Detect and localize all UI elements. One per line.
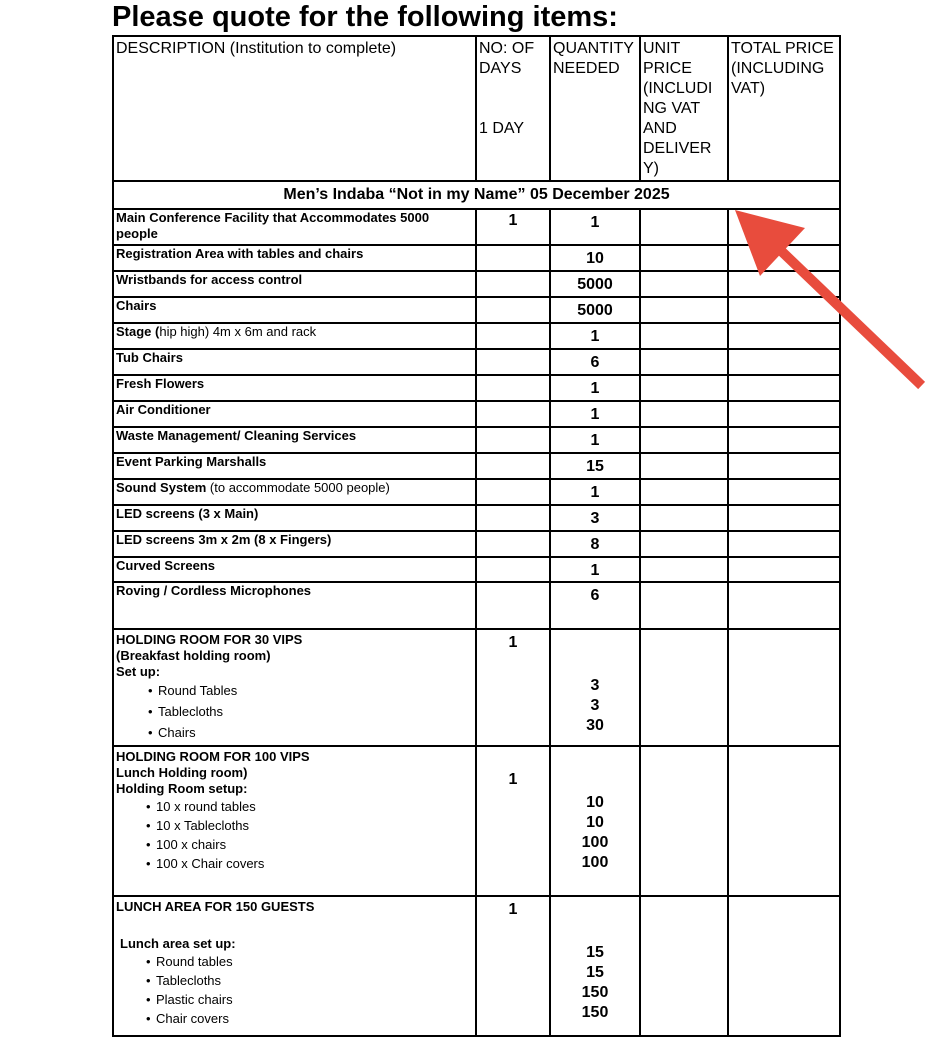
item-name: Main Conference Facility that Accommodates 5000 people (116, 210, 430, 241)
item-name: Registration Area with tables and chairs (116, 246, 364, 261)
item-quantity: 6 (550, 582, 640, 629)
item-quantity: 5000 (550, 297, 640, 323)
item-detail: hip high) 4m x 6m and rack (159, 324, 317, 339)
bullet-item: • Plastic chairs (146, 990, 473, 1009)
item-name: Stage ( (116, 324, 160, 339)
item-name: Wristbands for access control (116, 272, 303, 287)
bullet-item: • 10 x round tables (146, 797, 473, 816)
item-quantity: 15 (586, 944, 604, 961)
item-name: Fresh Flowers (116, 376, 205, 391)
item-quantity: 30 (586, 717, 604, 734)
header-quantity: QUANTITY NEEDED (550, 36, 640, 181)
item-quantity: 1 (550, 401, 640, 427)
group-heading: Set up: (116, 664, 161, 679)
item-quantity: 1 (550, 375, 640, 401)
item-quantity: 100 (581, 854, 609, 871)
bullet-item: • Chairs (148, 722, 473, 743)
item-quantity: 10 (550, 245, 640, 271)
bullet-item: • Chair covers (146, 1009, 473, 1028)
item-name: Air Conditioner (116, 402, 211, 417)
item-days: 1 (476, 746, 550, 896)
item-quantity: 6 (550, 349, 640, 375)
header-days-label: NO: OF DAYS (479, 40, 535, 77)
item-name: Curved Screens (116, 558, 215, 573)
group-heading: HOLDING ROOM FOR 30 VIPS (116, 632, 303, 647)
item-quantity: 1 (550, 427, 640, 453)
item-days: 1 (476, 629, 550, 746)
group-heading: Lunch Holding room) (116, 765, 248, 780)
item-name: LED screens 3m x 2m (8 x Fingers) (116, 532, 332, 547)
item-quantity: 8 (550, 531, 640, 557)
item-name: Sound System (116, 480, 207, 495)
header-unit-price: UNIT PRICE (INCLUDI NG VAT AND DELIVER Y) (640, 36, 728, 181)
item-quantity: 3 (590, 697, 600, 714)
bullet-item: • 100 x Chair covers (146, 854, 473, 873)
item-quantity: 5000 (550, 271, 640, 297)
bullet-item: • Tablecloths (146, 971, 473, 990)
item-days: 1 (476, 896, 550, 1036)
bullet-item: • Tablecloths (148, 701, 473, 722)
header-days-value: 1 DAY (479, 120, 525, 137)
page-title: Please quote for the following items: (112, 1, 618, 33)
item-quantity: 15 (550, 453, 640, 479)
item-name: Tub Chairs (116, 350, 183, 365)
bullet-item: • Round Tables (148, 680, 473, 701)
item-name: Waste Management/ Cleaning Services (116, 428, 357, 443)
item-quantity: 150 (581, 1004, 609, 1021)
event-title: Men’s Indaba “Not in my Name” 05 December 2025 (113, 181, 840, 209)
bullet-item: • 100 x chairs (146, 835, 473, 854)
item-quantity: 1 (550, 479, 640, 505)
item-detail: (to accommodate 5000 people) (206, 480, 390, 495)
item-name: Event Parking Marshalls (116, 454, 267, 469)
bullet-item: • 10 x Tablecloths (146, 816, 473, 835)
item-name: LED screens (3 x Main) (116, 506, 259, 521)
item-days: 1 (476, 209, 550, 245)
group-heading: Holding Room setup: (116, 781, 248, 796)
header-description: DESCRIPTION (Institution to complete) (113, 36, 476, 181)
item-quantity: 100 (581, 834, 609, 851)
item-quantity: 3 (550, 505, 640, 531)
group-heading: HOLDING ROOM FOR 100 VIPS (116, 749, 310, 764)
bullet-item: • Round tables (146, 952, 473, 971)
item-quantity: 15 (586, 964, 604, 981)
item-name: Roving / Cordless Microphones (116, 583, 312, 598)
item-quantity: 1 (550, 209, 640, 245)
group-heading: (Breakfast holding room) (116, 648, 271, 663)
group-heading: LUNCH AREA FOR 150 GUESTS (116, 899, 315, 914)
header-total-price: TOTAL PRICE (INCLUDING VAT) (728, 36, 840, 181)
item-quantity: 1 (550, 323, 640, 349)
group-subheading: Lunch area set up: (120, 936, 236, 951)
item-quantity: 3 (590, 677, 600, 694)
item-quantity: 150 (581, 984, 609, 1001)
arrow-shaft (775, 245, 918, 382)
item-quantity: 10 (586, 794, 604, 811)
item-quantity: 10 (586, 814, 604, 831)
item-quantity: 1 (550, 557, 640, 582)
item-name: Chairs (116, 298, 157, 313)
